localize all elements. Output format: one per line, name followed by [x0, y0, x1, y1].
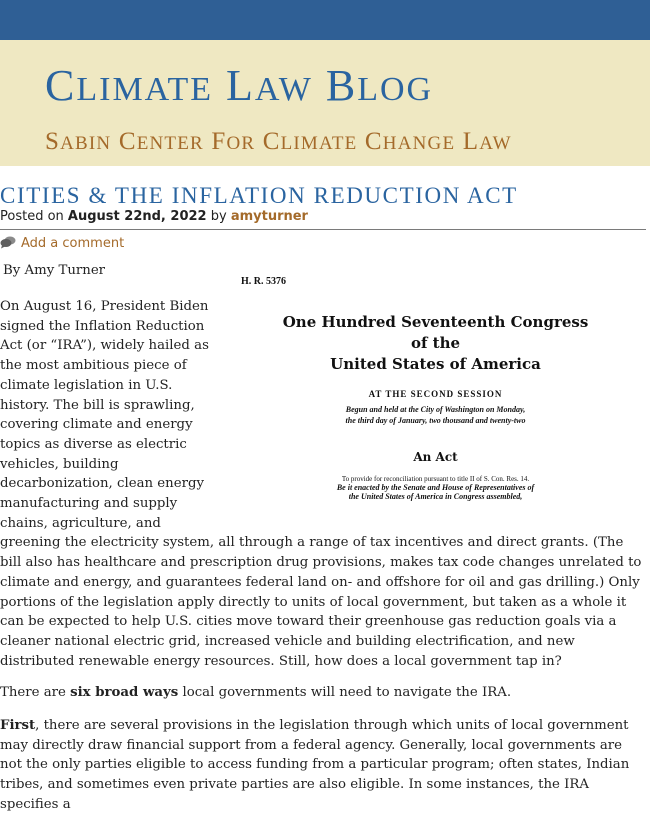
author-link[interactable]: amyturner [230, 209, 308, 224]
add-comment-link[interactable] [0, 236, 124, 251]
add-comment-label: Add a comment [21, 236, 125, 251]
site-subtitle-word: OR [226, 133, 256, 154]
post-date: August 22nd, 2022 [67, 209, 207, 224]
posted-on-label: Posted on [0, 209, 64, 224]
site-subtitle-initial: F [211, 128, 227, 155]
site-subtitle-initial: C [262, 128, 281, 155]
article-body [0, 258, 648, 828]
by-label: by [210, 209, 227, 224]
site-subtitle-word: HANGE [382, 133, 456, 154]
session-line: AT THE SECOND SESSION [368, 389, 503, 399]
post-title[interactable]: CITIES & THE INFLATION REDUCTION ACT [0, 183, 518, 208]
site-title-word: AW [254, 71, 313, 108]
enacted-text [223, 483, 648, 501]
site-subtitle-word: ABIN [60, 133, 112, 154]
site-subtitle-initial: C [118, 128, 137, 155]
congress-line: United States of America [330, 355, 541, 373]
site-subtitle-initial: C [364, 128, 383, 155]
comment-bubbles-icon [0, 236, 16, 249]
emphasis-text: First [0, 718, 36, 734]
site-subtitle [45, 128, 512, 156]
title-divider [0, 229, 646, 230]
top-bar [0, 0, 650, 40]
site-title-initial: L [226, 61, 255, 110]
act-heading: An Act [413, 450, 458, 464]
site-title[interactable] [45, 60, 433, 111]
post-meta [0, 209, 308, 224]
site-subtitle-initial: L [462, 128, 480, 155]
bill-image [223, 258, 648, 523]
text-run: local governments will need to navigate the IRA. [178, 685, 512, 701]
paragraph-intro: On August 16, President Biden signed the Inflation Reduction Act (or “IRA”), widely hailed as the most ambitious piece of climate legislation in U.S. history. The bill is sprawling, covering climate and energy topics as diverse as electric vehicles, building decarbonization, clean energy manufacturing and supply chains, agriculture, and greening the electricity system, all through a range of tax incentives and direct grants. (The bill also has healthcare and prescription drug provisions, makes tax code changes unrelated to climate and energy, and guarantees federal land on- and offshore for oil and gas drilling.) Only portions of the legislation apply directly to units of local government, but taken as a whole it can be expected to help U.S. cities move toward their greenhouse gas reduction goals via a cleaner national electric grid, increased vehicle and building electrification, and new distributed renewable energy resources. Still, how does a local government tap in? [0, 299, 642, 669]
paragraph-six-ways [0, 683, 648, 703]
byline: By Amy Turner [3, 263, 106, 278]
site-title-word: LOG [357, 71, 434, 108]
text-run: , there are several provisions in the legislation through which units of local government may directly draw financial support from a federal agency. Generally, local governments are not the only parties eligible to access funding from a particular program; often states, Indian tribes, and sometimes even private parties are also eligible. In some instances, the IRA specifies a [0, 718, 630, 812]
site-subtitle-initial: S [45, 128, 61, 155]
begun-line: the third day of January, two thousand and twenty-two [345, 416, 526, 425]
congress-line: of the [410, 334, 461, 352]
site-title-word: LIMATE [76, 71, 214, 108]
provide-line: To provide for reconciliation pursuant to title II of S. Con. Res. 14. [341, 475, 530, 483]
text-run: There are [0, 685, 71, 701]
site-banner [0, 40, 650, 166]
begun-line: Begun and held at the City of Washington on Monday, [345, 405, 526, 414]
site-title-initial: B [325, 61, 358, 110]
congress-line: One Hundred Seventeenth Congress [282, 313, 589, 331]
emphasis-text: six broad ways [70, 685, 179, 701]
enacted-line: Be it enacted by the Senate and House of Representatives of [336, 483, 535, 492]
bill-number: H. R. 5376 [241, 276, 286, 287]
site-subtitle-word: LIMATE [280, 133, 358, 154]
site-subtitle-word: ENTER [136, 133, 204, 154]
enacted-line: the United States of America in Congress assembled, [348, 492, 523, 501]
site-subtitle-word: AW [479, 133, 512, 154]
begun-text [223, 404, 648, 426]
site-title-initial: C [45, 61, 77, 110]
congress-heading [223, 312, 648, 375]
